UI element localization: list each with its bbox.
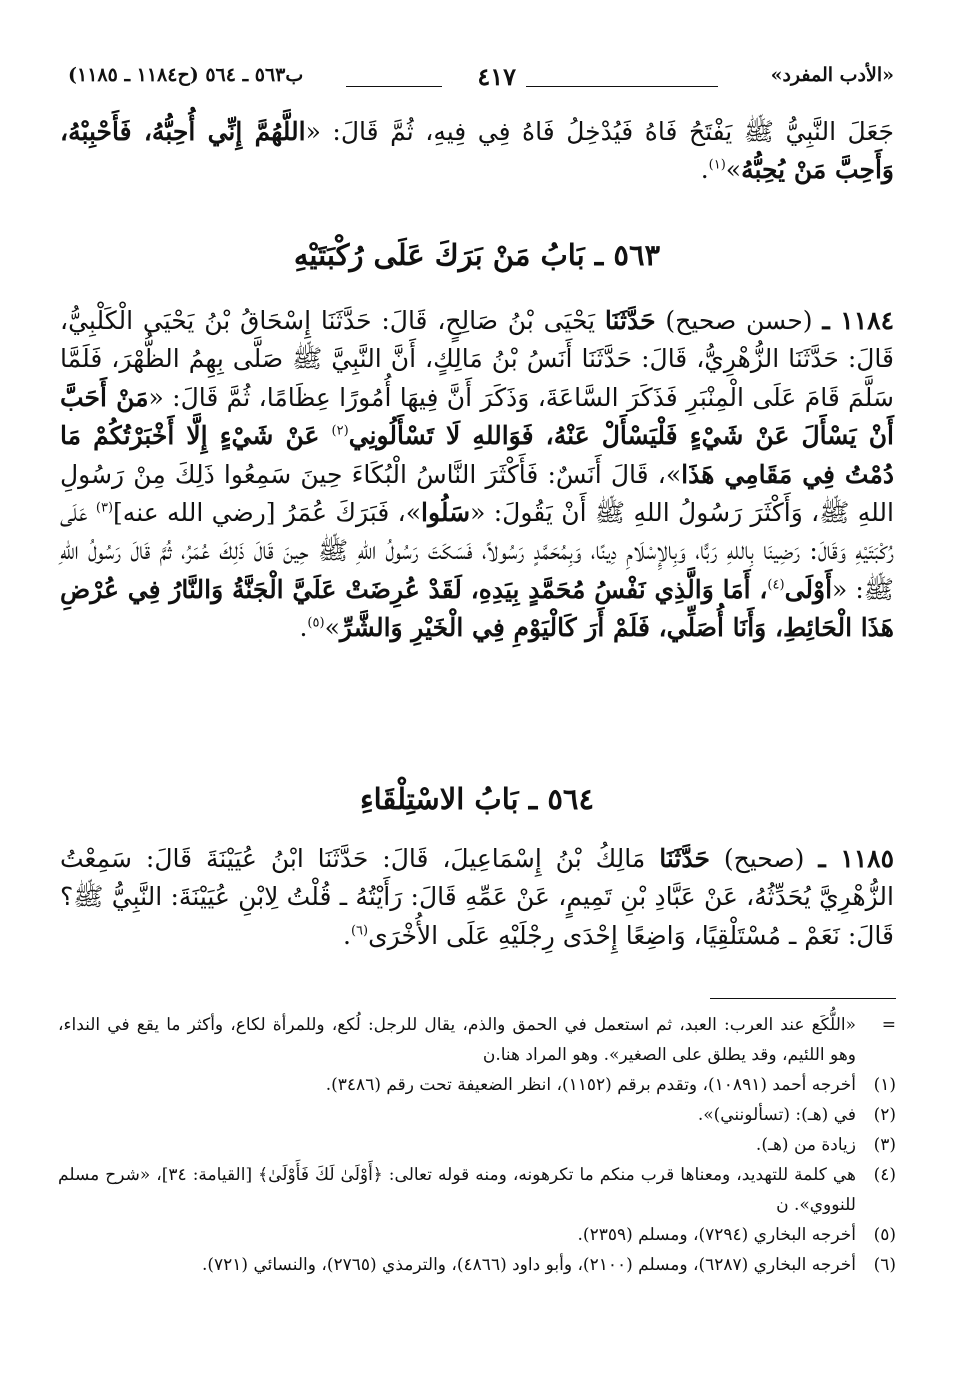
footnote-text: «اللُّكَع عند العرب: العبد، ثم استعمل في الحمق والذم، يقال للرجل: لُكع، وللمرأة لكاع، وأكثر ما يقع في النداء، وهو اللئيم، وقد يطلق على الصغير». وهو المراد هنا.ن: [58, 1015, 856, 1065]
running-header: [68, 62, 894, 94]
footnote-mark: (٥): [873, 1225, 896, 1245]
header-rule: [526, 86, 718, 87]
footnote-ref: (٢): [331, 423, 349, 439]
narration-word: حَدَّثَنَا: [604, 306, 656, 335]
intro-paragraph: [60, 113, 894, 190]
footnote-mark: (٢): [873, 1105, 896, 1125]
footnote-ref: (٦): [350, 923, 369, 939]
footnote-mark: (٣): [873, 1135, 896, 1155]
footnote-item: [58, 1010, 896, 1070]
chapter-title: ٥٦٤ ـ بَابُ الاسْتِلْقَاءِ: [359, 782, 595, 816]
footnote-ref: (٣): [95, 500, 114, 516]
prophetic-quote: سَلُوا: [421, 498, 471, 528]
hadith-grade: (صحيح): [723, 844, 805, 873]
footnote-item: [58, 1100, 896, 1130]
footnote-mark: (٤): [873, 1165, 896, 1185]
prophetic-quote: ، أَمَا وَالَّذِي نَفْسُ مُحَمَّدٍ بِيَدِهِ، لَقَدْ عُرِضَتْ عَلَيَّ الْجَنَّةُ وَالنَّارُ فِي عُرْضِ هَذَا الْحَائِطِ، وَأَنَا أُصَلِّي، فَلَمْ أَرَ كَالْيَوْمِ فِي الْخَيْرِ وَالشَّرِّ: [60, 574, 894, 643]
intro-text: جَعَلَ النَّبِيُّ ﷺ يَفْتَحُ فَاهُ فَيُدْخِلُ فَاهُ فِي فِيهِ، ثُمَّ قَالَ: «: [305, 117, 894, 146]
footnote-text: هي كلمة للتهديد، ومعناها قرب منكم ما تكرهونه، ومنه قوله تعالى: ﴿أَوْلَىٰ لَكَ فَأَوْلَىٰ﴾ [القيامة: ٣٤]، «شرح مسلم للنووي». ن: [58, 1165, 856, 1215]
hadith-number: ١١٨٥ ـ: [818, 844, 895, 873]
header-rule: [346, 86, 442, 87]
prophetic-quote: اللَّهُمَّ إِنِّي أُحِبُّهُ، فَأَحْبِبْهُ، وَأَحِبَّ مَنْ يُحِبُّهُ: [60, 117, 894, 185]
narration-text: »، فَبَرَكَ عُمَرُ [رضي الله عنه]: [113, 498, 422, 528]
footnote-mark: =: [881, 1015, 896, 1035]
period: .: [700, 155, 709, 185]
page-number: ٤١٧: [477, 62, 516, 91]
prophetic-quote: أَوْلَى: [784, 574, 833, 604]
footnote-ref: (١): [708, 158, 726, 174]
narration-text: مَالِكُ بْنُ إِسْمَاعِيلَ، قَالَ: حَدَّثَنَا ابْنُ عُيَيْنَةَ قَالَ: سَمِعْتُ الزُّهْرِيَّ يُحَدِّثُهُ، عَنْ عَبَّادِ بْنِ تَمِيمٍ، عَنْ عَمِّهِ قَالَ: رَأَيْتُهُ ـ قُلْتُ لِابْنِ عُيَيْنَةَ: النَّبِيُّ ﷺ؟ قَالَ: نَعَمْ ـ مُسْتَلْقِيًا، وَاضِعًا إِحْدَى رِجْلَيْهِ عَلَى الأُخْرَى: [60, 844, 894, 950]
hadith-1185: [60, 840, 894, 955]
hadith-number: ١١٨٤ ـ: [822, 306, 894, 335]
chapter-hadith-range: ب٥٦٣ ـ ٥٦٤ (ح١١٨٤ ـ ١١٨٥): [68, 64, 304, 86]
footnotes: [58, 1010, 896, 1280]
period: .: [299, 613, 308, 643]
footnote-ref: (٤): [767, 577, 785, 593]
footnote-item: [58, 1250, 896, 1280]
footnote-text: في (هـ): (تسألونني)».: [697, 1105, 856, 1125]
chapter-title: ٥٦٣ ـ بَابُ مَنْ بَرَكَ عَلَى رُكْبَتَيْهِ: [293, 238, 661, 272]
prophetic-quote: عَنْ شَيْءٍ إِلَّا أَخْبَرْتُكُمْ مَا دُمْتُ فِي مَقَامِي هَذَا: [60, 421, 894, 489]
footnote-ref: (٥): [307, 615, 325, 631]
narration-text: »، قَالَ أَنَسٌ: فَأَكْثَرَ النَّاسُ الْبُكَاءَ حِينَ سَمِعُوا ذَلِكَ مِنْ رَسُولِ اللهِ ﷺ، وَأَكْثَرَ رَسُولُ اللهِ ﷺ أَنْ يَقُولَ: «: [60, 459, 894, 528]
narration-word: حَدَّثَنَا: [659, 844, 710, 873]
hadith-grade: (حسن صحيح): [665, 306, 813, 335]
footnote-text: زيادة من (هـ).: [755, 1135, 856, 1155]
prophetic-quote: مَنْ أَحَبَّ أَنْ يَسْأَلَ عَنْ شَيْءٍ فَلْيَسْأَلْ عَنْهُ، فَوَاللهِ لَا تَسْأَلُونِي: [60, 382, 895, 451]
footnote-mark: (٦): [873, 1255, 896, 1275]
quote-close: »: [324, 613, 340, 643]
footnote-text: أخرجه أحمد (١٠٨٩١)، وتقدم برقم (١١٥٢)، انظر الضعيفة تحت رقم (٣٤٨٦).: [325, 1075, 856, 1095]
footnote-text: أخرجه البخاري (٦٢٨٧)، ومسلم (٢١٠٠)، وأبو داود (٤٨٦٦)، والترمذي (٢٧٦٥)، والنسائي (٧٢١).: [201, 1255, 856, 1275]
footnote-mark: (١): [873, 1075, 896, 1095]
footnote-item: [58, 1130, 896, 1160]
period: .: [342, 920, 351, 950]
footnote-item: [58, 1070, 896, 1100]
quote-close: »: [725, 155, 742, 185]
footnote-item: [58, 1160, 896, 1220]
footnote-separator: [710, 998, 896, 999]
footnote-item: [58, 1220, 896, 1250]
footnote-text: أخرجه البخاري (٧٢٩٤)، ومسلم (٢٣٥٩).: [577, 1225, 856, 1245]
hadith-1184: [60, 302, 894, 648]
narration-text: عَلَى رُكْبَتَيْهِ وَقَالَ: رَضِينَا بِاللهِ رَبًّا، وَبِالإِسْلَامِ دِينًا، وَبِمُحَمَّدٍ رَسُولاً، فَسَكَتَ رَسُولُ اللهِ ﷺ حِينَ قَالَ ذَلِكَ عُمَرُ، ثُمَّ قَالَ رَسُولُ اللهِ ﷺ: «: [60, 498, 895, 604]
book-title: «الأدب المفرد»: [770, 64, 894, 86]
isnad-text: يَحْيَى بْنُ صَالِحٍ، قَالَ: حَدَّثَنَا إِسْحَاقُ بْنُ يَحْيَى الْكَلْبِيُّ، قَالَ: حَدَّثَنَا الزُّهْرِيُّ، قَالَ: حَدَّثَنَا أَنَسُ بْنُ مَالِكٍ، أَنَّ النَّبِيَّ ﷺ صَلَّى بِهِمُ الظُّهْرَ، فَلَمَّا سَلَّمَ قَامَ عَلَى الْمِنْبَرِ فَذَكَرَ السَّاعَةَ، وَذَكَرَ أَنَّ فِيهَا أُمُورًا عِظَامًا، ثُمَّ قَالَ: «: [60, 306, 894, 412]
